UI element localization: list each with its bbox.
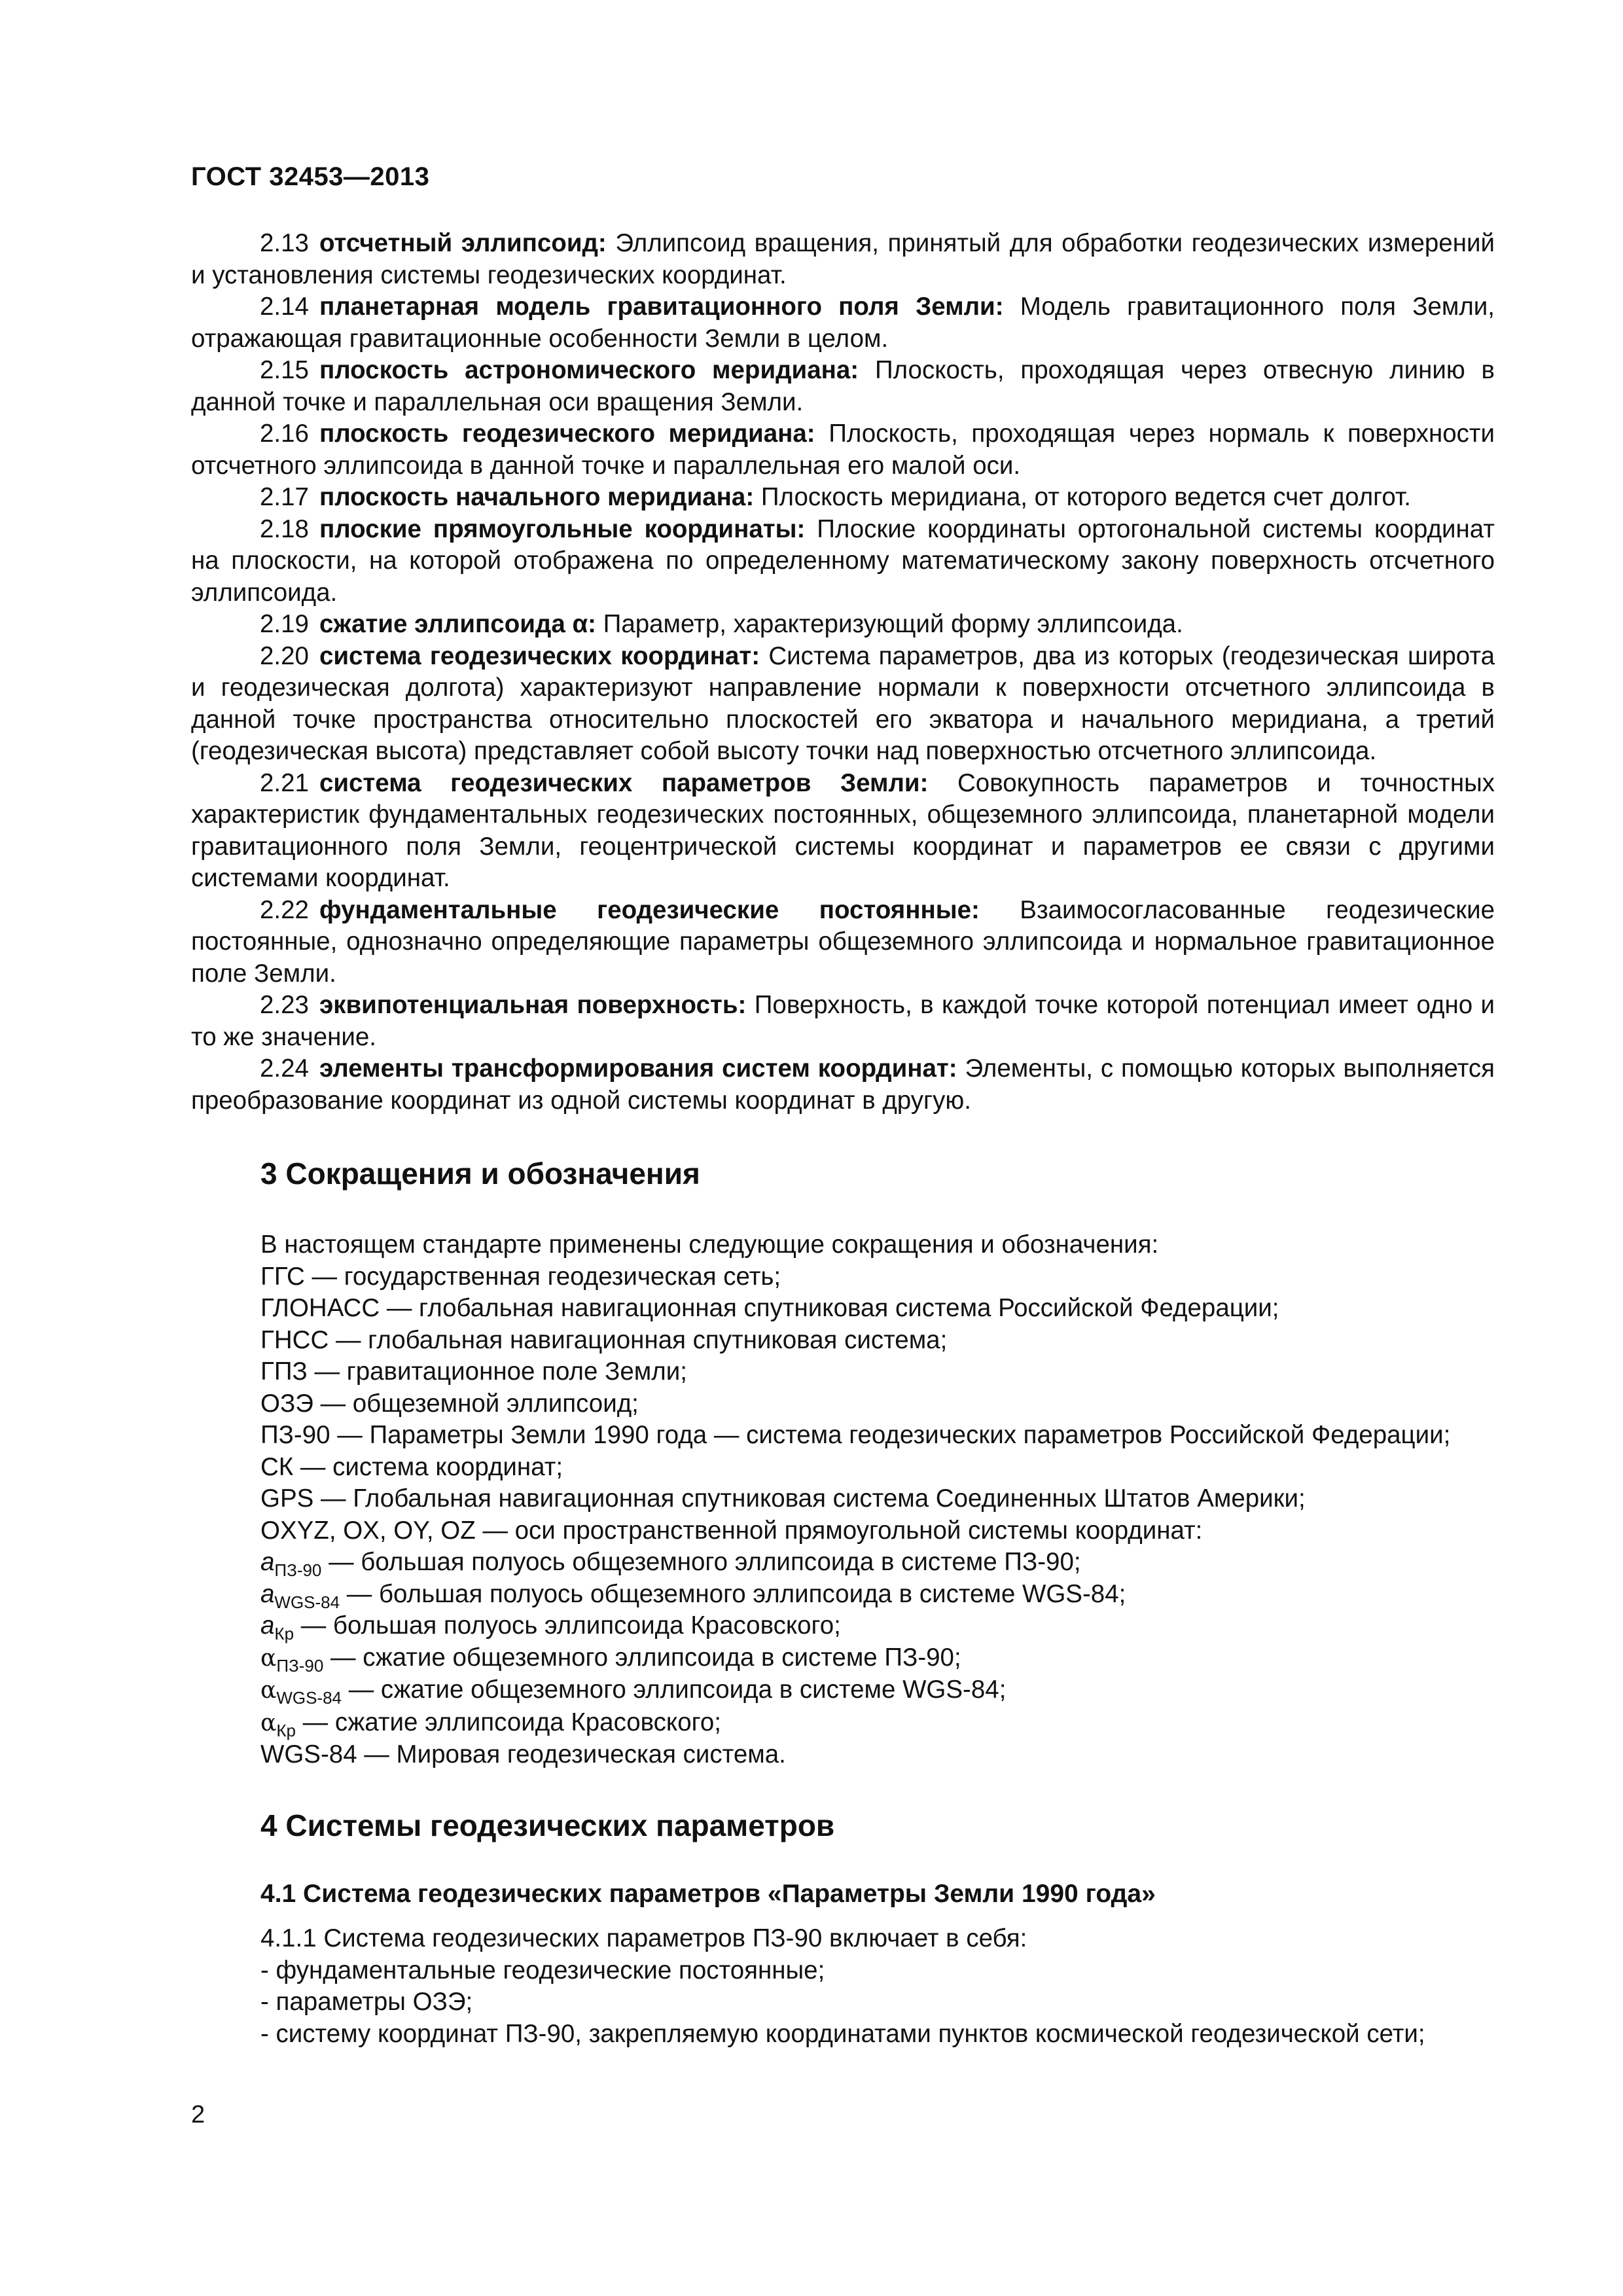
symbol-item <box>260 1674 1450 1707</box>
symbol-subscript: WGS-84 <box>276 1688 342 1708</box>
abbreviation-item: ГПЗ — гравитационное поле Земли; <box>260 1357 687 1386</box>
definition-text: Плоскость, проходящая через нормаль к поверхности отсчетного эллипсоида в данной точке и параллельная его малой оси. <box>191 420 1495 480</box>
definition-item <box>191 514 1495 609</box>
definition-term: фундаментальные геодезические постоянные: <box>319 895 980 924</box>
definition-text: Система параметров, два из которых (геодезическая широта и геодезическая долгота) характеризуют направление нормали к поверхности отсчетного эллипсоида в данной точке пространства относительно плоскостей его экватора и начального меридиана, а третий (геодезическая высота) представляет собой высоту точки над поверхностью отсчетного эллипсоида. <box>191 641 1495 765</box>
definition-number: 2.24 <box>260 1054 309 1083</box>
symbol-subscript: Кр <box>276 1720 296 1740</box>
subsection-4-1-heading: 4.1 Система геодезических параметров «Параметры Земли 1990 года» <box>260 1880 1156 1908</box>
definition-number: 2.20 <box>260 641 309 670</box>
symbol-item <box>260 1579 1450 1611</box>
definition-term: система геодезических параметров Земли: <box>319 768 929 797</box>
definition-item <box>191 895 1495 990</box>
definition-number: 2.17 <box>260 483 309 511</box>
definition-text: Параметр, характеризующий форму эллипсоида. <box>603 610 1183 638</box>
definition-item <box>191 355 1495 418</box>
paragraph-line: 4.1.1 Система геодезических параметров ПЗ-90 включает в себя: <box>260 1924 1027 1952</box>
definition-text: Элементы, с помощью которых выполняется преобразование координат из одной системы координат в другую. <box>191 1054 1495 1115</box>
definition-term: отсчетный эллипсоид: <box>319 229 607 257</box>
definition-term: элементы трансформирования систем координат: <box>319 1054 957 1083</box>
definition-term: плоскость астрономического меридиана: <box>319 356 859 384</box>
definition-text: Эллипсоид вращения, принятый для обработки геодезических измерений и установления системы геодезических координат. <box>191 229 1495 289</box>
definition-item <box>191 990 1495 1053</box>
definition-text: Плоскость, проходящая через отвесную линию в данной точке и параллельная оси вращения Земли. <box>191 356 1495 416</box>
list-item: - фундаментальные геодезические постоянные; <box>260 1956 825 1984</box>
symbol-item <box>260 1547 1450 1579</box>
definition-text: Взаимосогласованные геодезические постоянные, однозначно определяющие параметры общеземного эллипсоида и нормальное гравитационное поле Земли. <box>191 895 1495 988</box>
definition-item <box>191 768 1495 895</box>
symbol: α <box>260 1644 277 1672</box>
abbreviation-item: ОЗЭ — общеземной эллипсоид; <box>260 1389 639 1418</box>
symbol: α <box>260 1677 277 1704</box>
definition-term: плоскость начального меридиана: <box>319 483 755 511</box>
list-item: - параметры ОЗЭ; <box>260 1988 473 2016</box>
abbreviation-item: ПЗ-90 — Параметры Земли 1990 года — система геодезических параметров Российской Федерации; <box>260 1421 1451 1449</box>
subsection-4-1-body <box>260 1923 1495 2050</box>
definition-term: сжатие эллипсоида α: <box>319 610 596 638</box>
document-header: ГОСТ 32453—2013 <box>191 162 430 191</box>
symbol-description: — сжатие общеземного эллипсоида в системе WGS-84; <box>342 1676 1007 1704</box>
abbreviation-item: ГНСС — глобальная навигационная спутниковая система; <box>260 1325 948 1354</box>
definition-text: Плоские координаты ортогональной системы координат на плоскости, на которой отображена по определенному математическому закону поверхность отсчетного эллипсоида. <box>191 514 1495 607</box>
definition-item <box>191 1053 1495 1117</box>
symbol-description: — большая полуось эллипсоида Красовского; <box>294 1611 841 1640</box>
abbreviation-item: ГЛОНАСС — глобальная навигационная спутниковая система Российской Федерации; <box>260 1294 1279 1322</box>
definition-number: 2.15 <box>260 356 309 384</box>
definition-number: 2.14 <box>260 293 309 321</box>
definition-number: 2.19 <box>260 610 309 638</box>
symbol-description: — сжатие эллипсоида Красовского; <box>295 1708 721 1736</box>
symbol-description: — сжатие общеземного эллипсоида в системе ПЗ-90; <box>323 1643 961 1672</box>
abbreviation-item: GPS — Глобальная навигационная спутниковая система Соединенных Штатов Америки; <box>260 1484 1306 1513</box>
symbol-subscript: Кр <box>274 1624 294 1643</box>
symbol-description: — большая полуось общеземного эллипсоида в системе ПЗ-90; <box>321 1548 1081 1576</box>
symbol-description: — большая полуось общеземного эллипсоида в системе WGS-84; <box>340 1579 1126 1608</box>
section-3-heading: 3 Сокращения и обозначения <box>260 1157 700 1191</box>
definition-term: плоские прямоугольные координаты: <box>319 514 806 543</box>
definition-item <box>191 418 1495 482</box>
definitions-list <box>191 228 1495 1117</box>
symbol: a <box>260 1611 275 1640</box>
definition-number: 2.23 <box>260 991 309 1019</box>
definition-term: система геодезических координат: <box>319 641 760 670</box>
symbol: α <box>260 1709 277 1736</box>
definition-item <box>191 482 1495 514</box>
definition-text: Совокупность параметров и точностных характеристик фундаментальных геодезических постоянных, общеземного эллипсоида, планетарной модели гравитационного поля Земли, геоцентрической системы координат и параметров ее связи с другими системами координат. <box>191 768 1495 892</box>
page-number: 2 <box>191 2101 205 2128</box>
list-item: - систему координат ПЗ-90, закрепляемую координатами пунктов космической геодезической сети; <box>260 2019 1425 2048</box>
definition-number: 2.16 <box>260 420 309 448</box>
abbreviation-item: СК — система координат; <box>260 1452 563 1481</box>
definition-number: 2.18 <box>260 514 309 543</box>
symbol-item <box>260 1642 1450 1675</box>
symbol-subscript: WGS-84 <box>274 1592 340 1612</box>
abbreviation-item: ГГС — государственная геодезическая сеть; <box>260 1262 781 1291</box>
abbreviations-intro: В настоящем стандарте применены следующие сокращения и обозначения: <box>260 1230 1159 1259</box>
symbol-subscript: ПЗ-90 <box>276 1655 324 1676</box>
abbreviation-item: WGS-84 — Мировая геодезическая система. <box>260 1740 786 1768</box>
definition-number: 2.13 <box>260 229 309 257</box>
definition-number: 2.21 <box>260 768 309 797</box>
section-4-heading: 4 Системы геодезических параметров <box>260 1808 835 1842</box>
definition-item <box>191 641 1495 768</box>
definition-term: эквипотенциальная поверхность: <box>319 991 747 1019</box>
symbol: a <box>260 1548 275 1576</box>
symbol-item <box>260 1707 1450 1740</box>
definition-number: 2.22 <box>260 895 309 924</box>
abbreviations-list <box>260 1229 1450 1771</box>
symbol: a <box>260 1579 275 1608</box>
symbol-subscript: ПЗ-90 <box>274 1560 322 1580</box>
abbreviation-item: OXYZ, OX, OY, OZ — оси пространственной прямоугольной системы координат: <box>260 1516 1203 1545</box>
symbol-item <box>260 1610 1450 1642</box>
definition-item <box>191 228 1495 291</box>
definition-text: Модель гравитационного поля Земли, отражающая гравитационные особенности Земли в целом. <box>191 293 1495 353</box>
definition-term: плоскость геодезического меридиана: <box>319 420 815 448</box>
definition-item <box>191 609 1495 641</box>
definition-text: Плоскость меридиана, от которого ведется счет долгот. <box>760 483 1411 511</box>
definition-text: Поверхность, в каждой точке которой потенциал имеет одно и то же значение. <box>191 991 1495 1051</box>
definition-term: планетарная модель гравитационного поля Земли: <box>319 293 1004 321</box>
definition-item <box>191 291 1495 355</box>
